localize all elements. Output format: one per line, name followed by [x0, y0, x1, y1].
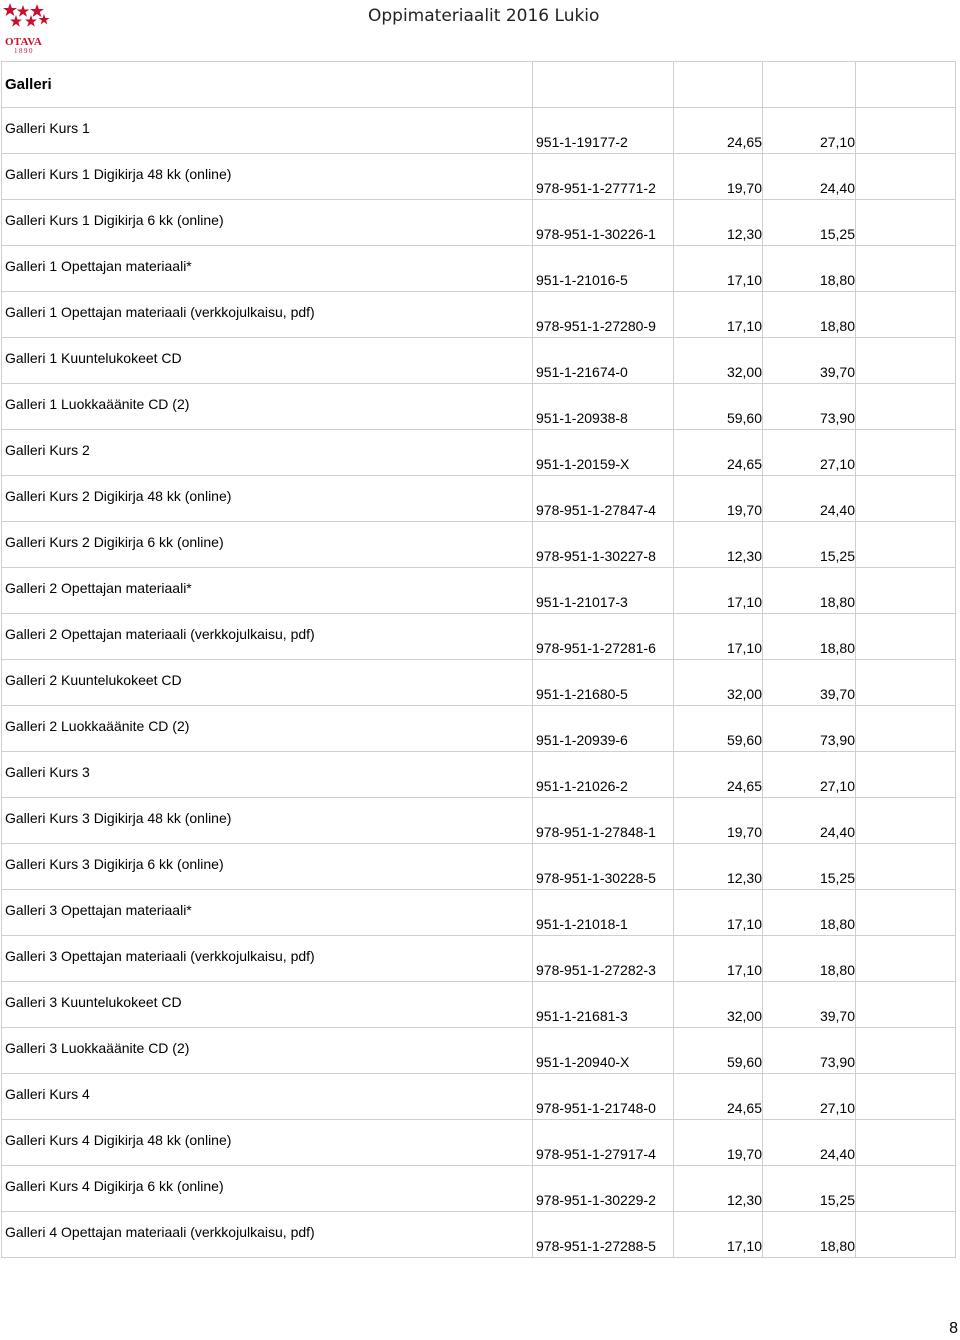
product-name: Galleri 1 Luokkaäänite CD (2) — [5, 395, 190, 412]
empty-cell — [856, 1028, 956, 1074]
empty-cell — [763, 62, 856, 108]
product-name-cell — [2, 292, 533, 338]
price-excl-vat-cell: 32,00 — [674, 338, 763, 384]
price-incl-vat-cell: 18,80 — [763, 246, 856, 292]
price-excl-vat-cell: 24,65 — [674, 752, 763, 798]
product-name: Galleri 2 Opettajan materiaali* — [5, 579, 192, 596]
logo-wordmark: OTAVA — [5, 36, 43, 48]
price-incl-vat-cell: 39,70 — [763, 982, 856, 1028]
price-excl-vat-cell: 24,65 — [674, 1074, 763, 1120]
empty-cell — [856, 660, 956, 706]
price-incl-vat-cell: 73,90 — [763, 706, 856, 752]
price-incl-vat-cell: 18,80 — [763, 568, 856, 614]
product-name-cell — [2, 1120, 533, 1166]
empty-cell — [856, 1166, 956, 1212]
product-name-cell — [2, 246, 533, 292]
table-row — [2, 1212, 956, 1258]
price-excl-vat-cell: 12,30 — [674, 844, 763, 890]
table-row — [2, 476, 956, 522]
price-excl-vat-cell: 19,70 — [674, 798, 763, 844]
price-excl-vat-cell: 24,65 — [674, 108, 763, 154]
table-row — [2, 982, 956, 1028]
document-title: Oppimateriaalit 2016 Lukio — [368, 6, 600, 26]
product-name-cell — [2, 1074, 533, 1120]
isbn-cell: 951-1-20159-X — [533, 430, 674, 476]
table-row — [2, 292, 956, 338]
product-name-cell — [2, 936, 533, 982]
empty-cell — [533, 62, 674, 108]
price-incl-vat-cell: 15,25 — [763, 522, 856, 568]
product-name: Galleri Kurs 2 Digikirja 6 kk (online) — [5, 533, 224, 550]
page-number: 8 — [949, 1320, 958, 1337]
product-name: Galleri Kurs 4 — [5, 1085, 90, 1102]
product-name-cell — [2, 384, 533, 430]
product-name: Galleri Kurs 4 Digikirja 6 kk (online) — [5, 1177, 224, 1194]
product-name: Galleri 1 Kuuntelukokeet CD — [5, 349, 182, 366]
table-row — [2, 430, 956, 476]
table-row — [2, 1120, 956, 1166]
otava-logo — [2, 2, 50, 54]
table-row — [2, 614, 956, 660]
product-name: Galleri Kurs 3 Digikirja 6 kk (online) — [5, 855, 224, 872]
product-name-cell — [2, 200, 533, 246]
isbn-cell: 951-1-21018-1 — [533, 890, 674, 936]
table-row — [2, 1074, 956, 1120]
price-incl-vat-cell: 73,90 — [763, 1028, 856, 1074]
product-name: Galleri Kurs 1 Digikirja 6 kk (online) — [5, 211, 224, 228]
isbn-cell: 978-951-1-30228-5 — [533, 844, 674, 890]
product-name: Galleri Kurs 1 Digikirja 48 kk (online) — [5, 165, 232, 182]
isbn-cell: 978-951-1-27848-1 — [533, 798, 674, 844]
price-excl-vat-cell: 17,10 — [674, 614, 763, 660]
isbn-cell: 978-951-1-21748-0 — [533, 1074, 674, 1120]
isbn-cell: 978-951-1-27847-4 — [533, 476, 674, 522]
empty-cell — [856, 1120, 956, 1166]
isbn-cell: 951-1-20938-8 — [533, 384, 674, 430]
table-row — [2, 522, 956, 568]
price-excl-vat-cell: 19,70 — [674, 1120, 763, 1166]
price-incl-vat-cell: 73,90 — [763, 384, 856, 430]
price-excl-vat-cell: 59,60 — [674, 384, 763, 430]
price-excl-vat-cell: 17,10 — [674, 246, 763, 292]
price-excl-vat-cell: 12,30 — [674, 522, 763, 568]
price-excl-vat-cell: 12,30 — [674, 200, 763, 246]
product-name: Galleri 1 Opettajan materiaali (verkkojulkaisu, pdf) — [5, 303, 315, 320]
empty-cell — [856, 706, 956, 752]
product-name-cell — [2, 522, 533, 568]
isbn-cell: 951-1-21026-2 — [533, 752, 674, 798]
empty-cell — [856, 246, 956, 292]
product-name-cell — [2, 154, 533, 200]
product-name: Galleri 4 Opettajan materiaali (verkkojulkaisu, pdf) — [5, 1223, 315, 1240]
isbn-cell: 978-951-1-30229-2 — [533, 1166, 674, 1212]
isbn-cell: 978-951-1-27771-2 — [533, 154, 674, 200]
product-name-cell — [2, 798, 533, 844]
price-incl-vat-cell: 39,70 — [763, 660, 856, 706]
table-row — [2, 200, 956, 246]
price-excl-vat-cell: 17,10 — [674, 1212, 763, 1258]
empty-cell — [856, 430, 956, 476]
product-name: Galleri Kurs 4 Digikirja 48 kk (online) — [5, 1131, 232, 1148]
table-row — [2, 936, 956, 982]
table-row — [2, 1166, 956, 1212]
product-name: Galleri Kurs 3 — [5, 763, 90, 780]
price-table — [1, 61, 956, 1258]
price-excl-vat-cell: 32,00 — [674, 982, 763, 1028]
price-incl-vat-cell: 24,40 — [763, 798, 856, 844]
product-name-cell — [2, 1212, 533, 1258]
isbn-cell: 951-1-21674-0 — [533, 338, 674, 384]
price-excl-vat-cell: 17,10 — [674, 568, 763, 614]
table-row — [2, 660, 956, 706]
product-name: Galleri Kurs 2 Digikirja 48 kk (online) — [5, 487, 232, 504]
product-name: Galleri 3 Opettajan materiaali* — [5, 901, 192, 918]
empty-cell — [856, 108, 956, 154]
price-excl-vat-cell: 17,10 — [674, 292, 763, 338]
price-incl-vat-cell: 18,80 — [763, 1212, 856, 1258]
price-excl-vat-cell: 24,65 — [674, 430, 763, 476]
table-row — [2, 108, 956, 154]
product-name: Galleri 2 Opettajan materiaali (verkkojulkaisu, pdf) — [5, 625, 315, 642]
price-excl-vat-cell: 17,10 — [674, 890, 763, 936]
product-name-cell — [2, 430, 533, 476]
price-incl-vat-cell: 15,25 — [763, 200, 856, 246]
empty-cell — [856, 890, 956, 936]
isbn-cell: 978-951-1-30226-1 — [533, 200, 674, 246]
price-excl-vat-cell: 59,60 — [674, 706, 763, 752]
isbn-cell: 951-1-20939-6 — [533, 706, 674, 752]
product-name-cell — [2, 660, 533, 706]
price-incl-vat-cell: 27,10 — [763, 1074, 856, 1120]
section-header-row — [2, 62, 956, 108]
table-row — [2, 154, 956, 200]
star-cluster-icon — [2, 2, 50, 30]
empty-cell — [856, 476, 956, 522]
price-excl-vat-cell: 32,00 — [674, 660, 763, 706]
section-title-cell — [2, 62, 533, 108]
isbn-cell: 951-1-21016-5 — [533, 246, 674, 292]
empty-cell — [856, 384, 956, 430]
empty-cell — [856, 752, 956, 798]
empty-cell — [856, 982, 956, 1028]
product-name-cell — [2, 108, 533, 154]
table-row — [2, 1028, 956, 1074]
empty-cell — [856, 62, 956, 108]
product-name-cell — [2, 1028, 533, 1074]
product-name: Galleri 3 Kuuntelukokeet CD — [5, 993, 182, 1010]
product-name-cell — [2, 1166, 533, 1212]
product-name: Galleri 2 Luokkaäänite CD (2) — [5, 717, 190, 734]
price-incl-vat-cell: 24,40 — [763, 1120, 856, 1166]
price-excl-vat-cell: 59,60 — [674, 1028, 763, 1074]
price-excl-vat-cell: 19,70 — [674, 154, 763, 200]
product-name: Galleri 3 Opettajan materiaali (verkkojulkaisu, pdf) — [5, 947, 315, 964]
isbn-cell: 978-951-1-27281-6 — [533, 614, 674, 660]
price-excl-vat-cell: 17,10 — [674, 936, 763, 982]
price-incl-vat-cell: 24,40 — [763, 154, 856, 200]
price-incl-vat-cell: 18,80 — [763, 890, 856, 936]
product-name: Galleri 3 Luokkaäänite CD (2) — [5, 1039, 190, 1056]
product-name: Galleri 1 Opettajan materiaali* — [5, 257, 192, 274]
table-row — [2, 844, 956, 890]
price-incl-vat-cell: 27,10 — [763, 108, 856, 154]
section-title: Galleri — [5, 76, 52, 93]
price-incl-vat-cell: 27,10 — [763, 430, 856, 476]
price-incl-vat-cell: 15,25 — [763, 844, 856, 890]
price-incl-vat-cell: 18,80 — [763, 614, 856, 660]
isbn-cell: 951-1-19177-2 — [533, 108, 674, 154]
empty-cell — [856, 1212, 956, 1258]
table-row — [2, 568, 956, 614]
isbn-cell: 978-951-1-27917-4 — [533, 1120, 674, 1166]
isbn-cell: 978-951-1-30227-8 — [533, 522, 674, 568]
product-name-cell — [2, 568, 533, 614]
product-name-cell — [2, 982, 533, 1028]
isbn-cell: 978-951-1-27282-3 — [533, 936, 674, 982]
empty-cell — [856, 338, 956, 384]
price-incl-vat-cell: 39,70 — [763, 338, 856, 384]
isbn-cell: 951-1-21017-3 — [533, 568, 674, 614]
product-name: Galleri Kurs 1 — [5, 119, 90, 136]
product-name: Galleri Kurs 2 — [5, 441, 90, 458]
table-row — [2, 338, 956, 384]
product-name-cell — [2, 752, 533, 798]
logo-year: 1890 — [14, 47, 34, 55]
price-excl-vat-cell: 19,70 — [674, 476, 763, 522]
isbn-cell: 951-1-21681-3 — [533, 982, 674, 1028]
empty-cell — [856, 568, 956, 614]
empty-cell — [856, 292, 956, 338]
table-row — [2, 752, 956, 798]
isbn-cell: 978-951-1-27288-5 — [533, 1212, 674, 1258]
empty-cell — [856, 200, 956, 246]
price-incl-vat-cell: 15,25 — [763, 1166, 856, 1212]
table-row — [2, 890, 956, 936]
empty-cell — [856, 522, 956, 568]
product-name: Galleri 2 Kuuntelukokeet CD — [5, 671, 182, 688]
empty-cell — [856, 614, 956, 660]
table-row — [2, 246, 956, 292]
isbn-cell: 951-1-21680-5 — [533, 660, 674, 706]
price-incl-vat-cell: 24,40 — [763, 476, 856, 522]
empty-cell — [856, 844, 956, 890]
table-row — [2, 798, 956, 844]
product-name-cell — [2, 890, 533, 936]
isbn-cell: 951-1-20940-X — [533, 1028, 674, 1074]
price-incl-vat-cell: 18,80 — [763, 936, 856, 982]
isbn-cell: 978-951-1-27280-9 — [533, 292, 674, 338]
empty-cell — [856, 1074, 956, 1120]
empty-cell — [856, 154, 956, 200]
empty-cell — [856, 798, 956, 844]
empty-cell — [674, 62, 763, 108]
product-name-cell — [2, 706, 533, 752]
product-name: Galleri Kurs 3 Digikirja 48 kk (online) — [5, 809, 232, 826]
product-name-cell — [2, 614, 533, 660]
product-name-cell — [2, 338, 533, 384]
table-row — [2, 384, 956, 430]
product-name-cell — [2, 476, 533, 522]
price-incl-vat-cell: 18,80 — [763, 292, 856, 338]
price-incl-vat-cell: 27,10 — [763, 752, 856, 798]
empty-cell — [856, 936, 956, 982]
table-row — [2, 706, 956, 752]
product-name-cell — [2, 844, 533, 890]
price-excl-vat-cell: 12,30 — [674, 1166, 763, 1212]
